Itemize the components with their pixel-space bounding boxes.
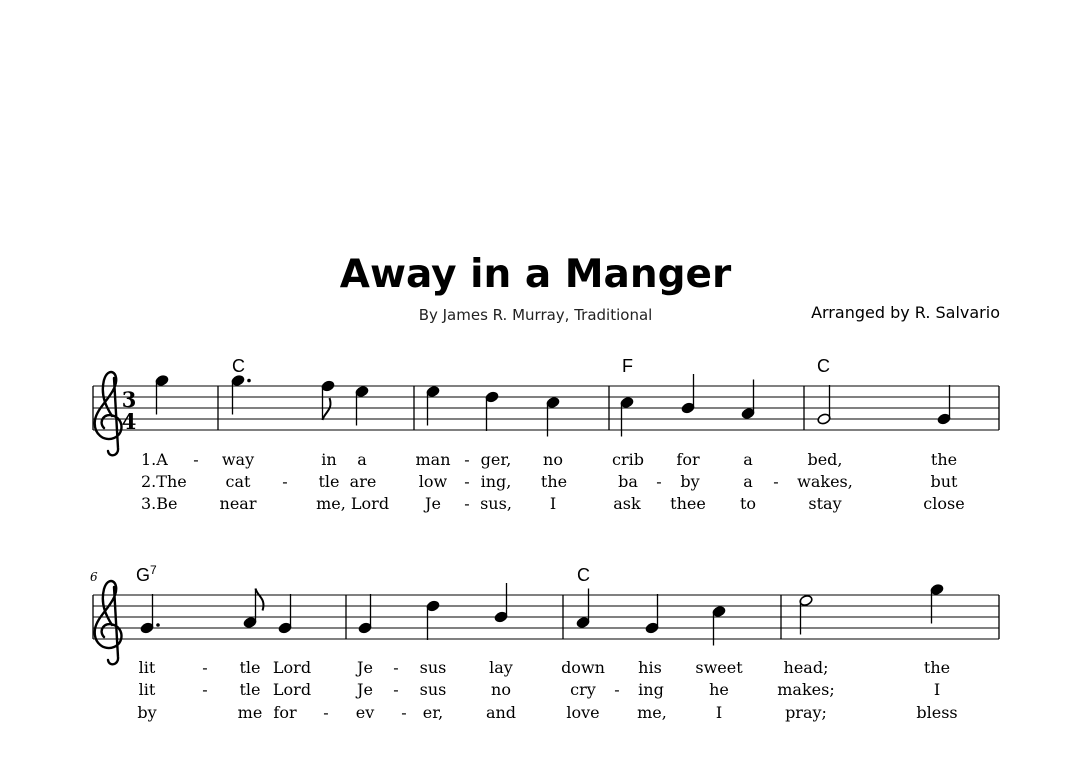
lyric-syllable: - xyxy=(202,658,208,677)
lyric-syllable: no xyxy=(491,680,511,699)
lyric-line-2 xyxy=(141,472,958,491)
chord-symbols xyxy=(136,563,590,585)
lyric-syllable: cry xyxy=(570,680,596,699)
lyric-syllable: stay xyxy=(808,494,842,513)
lyric-syllable: I xyxy=(549,494,557,513)
lyric-syllable: a xyxy=(743,450,753,469)
lyric-syllable: makes; xyxy=(777,680,835,699)
lyric-syllable: ask xyxy=(613,494,641,513)
lyric-syllable: the xyxy=(923,658,951,677)
lyric-syllable: Je xyxy=(357,658,373,677)
lyric-syllable: bed, xyxy=(807,450,843,469)
lyric-line-1 xyxy=(139,658,950,677)
system-1 xyxy=(93,356,999,513)
lyric-syllable: - xyxy=(773,472,779,491)
lyric-syllable: 1.A xyxy=(141,450,168,469)
lyric-syllable: - xyxy=(464,450,470,469)
lyric-syllable: way xyxy=(221,450,255,469)
note xyxy=(358,594,372,634)
note-dot xyxy=(156,623,160,627)
staff-lines xyxy=(93,386,999,430)
lyric-syllable: tle xyxy=(239,680,261,699)
lyric-line-3 xyxy=(137,703,957,722)
lyric-syllable: by xyxy=(137,703,157,722)
lyric-syllable: but xyxy=(930,472,958,491)
lyric-syllable: for xyxy=(676,450,700,469)
note xyxy=(321,380,335,420)
lyric-syllable: me xyxy=(237,703,263,722)
notes xyxy=(155,374,951,437)
lyric-syllable: Lord xyxy=(350,494,390,513)
lyric-syllable: - xyxy=(464,494,470,513)
lyric-syllable: ev xyxy=(355,703,375,722)
lyric-syllable: lit xyxy=(138,680,156,699)
note xyxy=(937,385,951,425)
lyric-syllable: - xyxy=(656,472,662,491)
lyric-syllable: sus xyxy=(419,680,447,699)
note xyxy=(278,594,292,634)
lyric-syllable: sus xyxy=(419,658,447,677)
lyric-syllable: ing xyxy=(638,680,664,699)
lyric-syllable: his xyxy=(638,658,662,677)
lyric-syllable: tle xyxy=(318,472,340,491)
treble-clef-icon xyxy=(95,581,122,664)
lyric-syllable: Lord xyxy=(272,658,312,677)
lyric-syllable: tle xyxy=(239,658,261,677)
measure-number: 6 xyxy=(90,570,98,584)
lyric-syllable: pray; xyxy=(785,703,827,722)
lyric-syllable: low xyxy=(418,472,448,491)
lyric-syllable: - xyxy=(193,450,199,469)
lyric-syllable: no xyxy=(543,450,563,469)
lyrics xyxy=(137,658,957,722)
lyric-syllable: thee xyxy=(670,494,706,513)
lyric-syllable: sweet xyxy=(695,658,743,677)
lyric-syllable: a xyxy=(743,472,753,491)
lyric-syllable: me, xyxy=(316,494,346,513)
time-signature-bottom: 4 xyxy=(121,409,137,434)
lyric-syllable: sus, xyxy=(480,494,512,513)
lyric-syllable: the xyxy=(540,472,568,491)
lyric-line-3 xyxy=(141,494,965,513)
lyric-syllable: er, xyxy=(422,703,444,722)
lyric-syllable: bless xyxy=(916,703,958,722)
lyric-syllable: cat xyxy=(225,472,251,491)
lyric-syllable: - xyxy=(614,680,620,699)
lyric-syllable: down xyxy=(561,658,605,677)
lyric-syllable: me, xyxy=(637,703,667,722)
lyric-syllable: by xyxy=(680,472,700,491)
notes xyxy=(140,583,944,646)
note xyxy=(485,391,499,431)
lyric-syllable: the xyxy=(930,450,958,469)
note xyxy=(426,600,440,640)
lyric-syllable: and xyxy=(485,703,517,722)
lyric-syllable: I xyxy=(933,680,941,699)
lyric-syllable: - xyxy=(393,658,399,677)
lyric-syllable: to xyxy=(739,494,757,513)
lyric-syllable: head; xyxy=(783,658,829,677)
chord-symbol: C xyxy=(577,565,590,585)
time-signature xyxy=(122,387,137,434)
note xyxy=(817,385,831,425)
lyric-syllable: in xyxy=(321,450,337,469)
arranger-credit: Arranged by R. Salvario xyxy=(811,303,1000,322)
lyric-syllable: 3.Be xyxy=(141,494,178,513)
lyric-syllable: - xyxy=(323,703,329,722)
lyric-syllable: wakes, xyxy=(797,472,853,491)
lyric-syllable: Lord xyxy=(272,680,312,699)
lyric-syllable: ba xyxy=(618,472,638,491)
lyric-syllable: a xyxy=(357,450,367,469)
lyric-syllable: - xyxy=(282,472,288,491)
lyric-syllable: lay xyxy=(489,658,513,677)
lyric-syllable: - xyxy=(464,472,470,491)
lyrics xyxy=(141,450,965,513)
lyric-syllable: lit xyxy=(138,658,156,677)
note xyxy=(645,594,659,634)
lyric-syllable: - xyxy=(401,703,407,722)
chord-symbols xyxy=(232,356,830,376)
lyric-syllable: Je xyxy=(357,680,373,699)
note-dot xyxy=(247,379,251,383)
note-flag xyxy=(323,398,331,420)
lyric-syllable: love xyxy=(566,703,600,722)
song-title: Away in a Manger xyxy=(339,252,732,297)
lyric-syllable: man xyxy=(415,450,451,469)
chord-symbol: F xyxy=(622,356,633,376)
lyric-syllable: ger, xyxy=(480,450,512,469)
song-subtitle: By James R. Murray, Traditional xyxy=(418,306,653,324)
lyric-line-2 xyxy=(139,680,941,699)
lyric-line-1 xyxy=(141,450,957,469)
lyric-syllable: he xyxy=(709,680,729,699)
note xyxy=(681,374,695,414)
chord-symbol: C xyxy=(232,356,245,376)
lyric-syllable: - xyxy=(202,680,208,699)
lyric-syllable: - xyxy=(393,680,399,699)
note xyxy=(494,583,508,623)
lyric-syllable: close xyxy=(923,494,965,513)
lyric-syllable: ing, xyxy=(480,472,512,491)
staff-lines xyxy=(93,595,999,639)
treble-clef-icon xyxy=(95,372,122,455)
lyric-syllable: are xyxy=(349,472,377,491)
lyric-syllable: for xyxy=(273,703,297,722)
lyric-syllable: Je xyxy=(425,494,441,513)
lyric-syllable: near xyxy=(219,494,257,513)
system-2 xyxy=(90,563,999,722)
chord-symbol: C xyxy=(817,356,830,376)
chord-symbol: $G^7$ xyxy=(136,563,157,585)
note-flag xyxy=(256,589,264,611)
lyric-syllable: 2.The xyxy=(141,472,187,491)
time-signature-top: 3 xyxy=(121,387,137,412)
lyric-syllable: I xyxy=(715,703,723,722)
lyric-syllable: crib xyxy=(612,450,644,469)
